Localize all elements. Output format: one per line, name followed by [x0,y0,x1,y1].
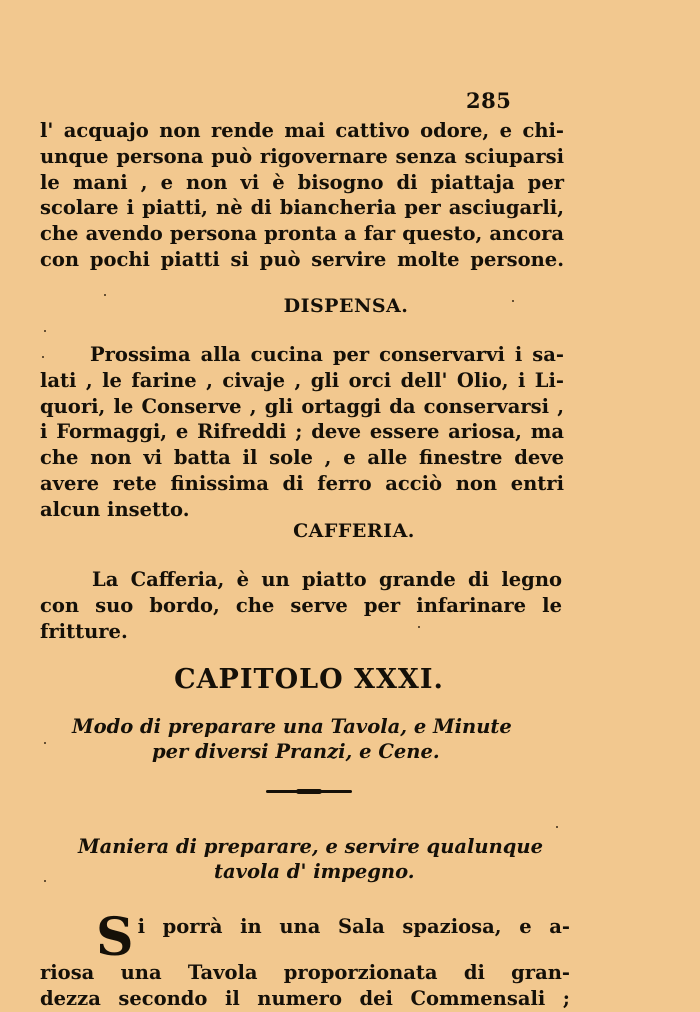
paragraph-line: alcun insetto. [40,497,190,521]
print-speck [44,330,46,332]
print-speck [556,826,558,828]
paragraph-line: La Cafferia, è un piatto grande di legno [92,568,562,591]
drop-cap: S [96,907,134,968]
paragraph-line: che non vi batta il sole , e alle finestre deve [40,446,564,470]
paragraph-dispensa [40,342,564,523]
subtitle-line: Maniera di preparare, e servire qualunque [78,835,543,858]
print-speck [42,356,44,358]
paragraph-line: i porrà in una Sala spaziosa, e a- [137,915,570,938]
paragraph-line: dezza secondo il numero dei Commensali ; [40,986,570,1010]
print-speck [44,742,46,744]
print-speck [104,294,106,296]
print-speck [418,626,420,628]
paragraph-line: che avendo persona pronta a far questo, ancora [40,222,564,246]
paragraph-line: Prossima alla cucina per conservarvi i sa- [90,343,564,366]
chapter-title: CAPITOLO XXXI. [174,664,444,695]
paragraph-final [40,907,570,1012]
paragraph-line: con suo bordo, che serve per infarinare le [40,593,562,617]
decorative-rule [266,790,352,793]
paragraph-line: i Formaggi, e Rifreddi ; deve essere ariosa, ma [40,420,564,444]
paragraph-line: quori, le Conserve , gli ortaggi da conservarsi , [40,394,564,418]
page-number: 285 [466,88,512,113]
paragraph-line: le mani , e non vi è bisogno di piattaja per [40,170,564,194]
subtitle-line: tavola d' impegno. [214,860,415,883]
paragraph-line: fritture. [40,619,128,643]
paragraph-line: riosa una Tavola proporzionata di gran- [40,961,570,984]
print-speck [512,300,514,302]
paragraph-line: l' acquajo non rende mai cattivo odore, e chi- [40,119,564,142]
section-heading-cafferia: CAFFERIA. [293,520,415,542]
paragraph-cafferia [40,567,562,644]
section-subtitle [78,834,543,884]
section-heading-dispensa: DISPENSA. [283,295,409,317]
paragraph-intro [40,118,564,273]
print-speck [44,880,46,882]
paragraph-line: con pochi piatti si può servire molte persone. [40,247,564,271]
paragraph-line: unque persona può rigovernare senza sciuparsi [40,144,564,168]
paragraph-line: scolare i piatti, nè di biancheria per asciugarli, [40,196,564,220]
subtitle-line: per diversi Pranzi, e Cene. [152,740,440,763]
paragraph-line: lati , le farine , civaje , gli orci dell' Olio, i Li- [40,368,564,392]
paragraph-line: avere rete finissima di ferro acciò non entri [40,471,564,495]
chapter-subtitle [72,714,512,764]
subtitle-line: Modo di preparare una Tavola, e Minute [72,715,512,738]
